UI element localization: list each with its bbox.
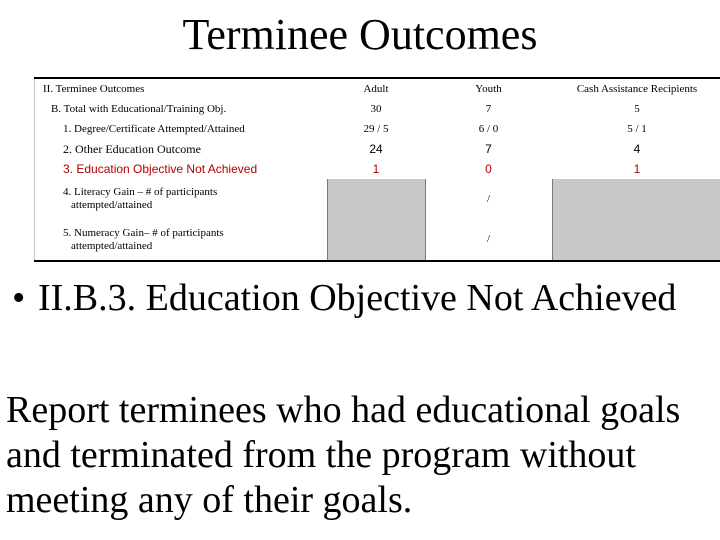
- adult-value: 30: [370, 103, 382, 115]
- row-label: [35, 219, 328, 261]
- adult-value: 1: [372, 161, 380, 176]
- row-label: [35, 179, 328, 219]
- bullet-text: II.B.3. Education Objective Not Achieved: [38, 277, 677, 319]
- adult-value: 29 / 5: [363, 122, 389, 135]
- header-cash-assistance: Cash Assistance Recipients: [576, 82, 698, 95]
- header-adult: Adult: [363, 82, 389, 95]
- slide-title: Terminee Outcomes: [182, 10, 538, 59]
- row-label: B. Total with Educational/Training Obj.: [51, 103, 227, 115]
- row-label-line1: 5. Numeracy Gain– # of participants: [63, 226, 224, 239]
- row-label-line1: 4. Literacy Gain – # of participants: [63, 186, 218, 199]
- cash-value: 5 / 1: [627, 122, 647, 135]
- row-label-line2: attempted/attained: [71, 199, 153, 212]
- cash-value: 4: [633, 141, 641, 156]
- table-header-row: [35, 78, 720, 100]
- terminee-outcomes-table: [34, 77, 720, 262]
- table-row: [35, 219, 720, 261]
- cash-value: [552, 219, 720, 261]
- cash-value: 1: [633, 161, 641, 176]
- cash-value: 5: [634, 103, 640, 115]
- row-label: 3. Education Objective Not Achieved: [63, 161, 258, 176]
- description-paragraph: Report terminees who had educational goals and terminated from the program without meeting any of their goals.: [6, 389, 681, 521]
- cash-value: [552, 179, 720, 219]
- table-row: [35, 100, 720, 120]
- adult-value: 24: [369, 141, 383, 156]
- adult-value: [327, 179, 425, 219]
- table-row: [35, 120, 720, 140]
- row-label-line2: attempted/attained: [71, 239, 153, 252]
- youth-value: 0: [485, 161, 492, 176]
- table-row: [35, 179, 720, 219]
- header-youth: Youth: [475, 82, 502, 95]
- row-label: 2. Other Education Outcome: [63, 141, 201, 156]
- bullet-symbol: •: [12, 277, 26, 319]
- bullet-point: [12, 276, 692, 321]
- youth-value: 7: [485, 103, 492, 115]
- youth-value: 7: [485, 141, 492, 156]
- youth-value: /: [486, 192, 491, 205]
- youth-value: 6 / 0: [478, 122, 499, 135]
- header-section: II. Terminee Outcomes: [43, 82, 145, 95]
- table-row-highlighted: [35, 159, 720, 179]
- adult-value: [327, 219, 425, 261]
- table-row: [35, 139, 720, 159]
- youth-value: /: [486, 233, 491, 246]
- row-label: 1. Degree/Certificate Attempted/Attained: [63, 122, 245, 135]
